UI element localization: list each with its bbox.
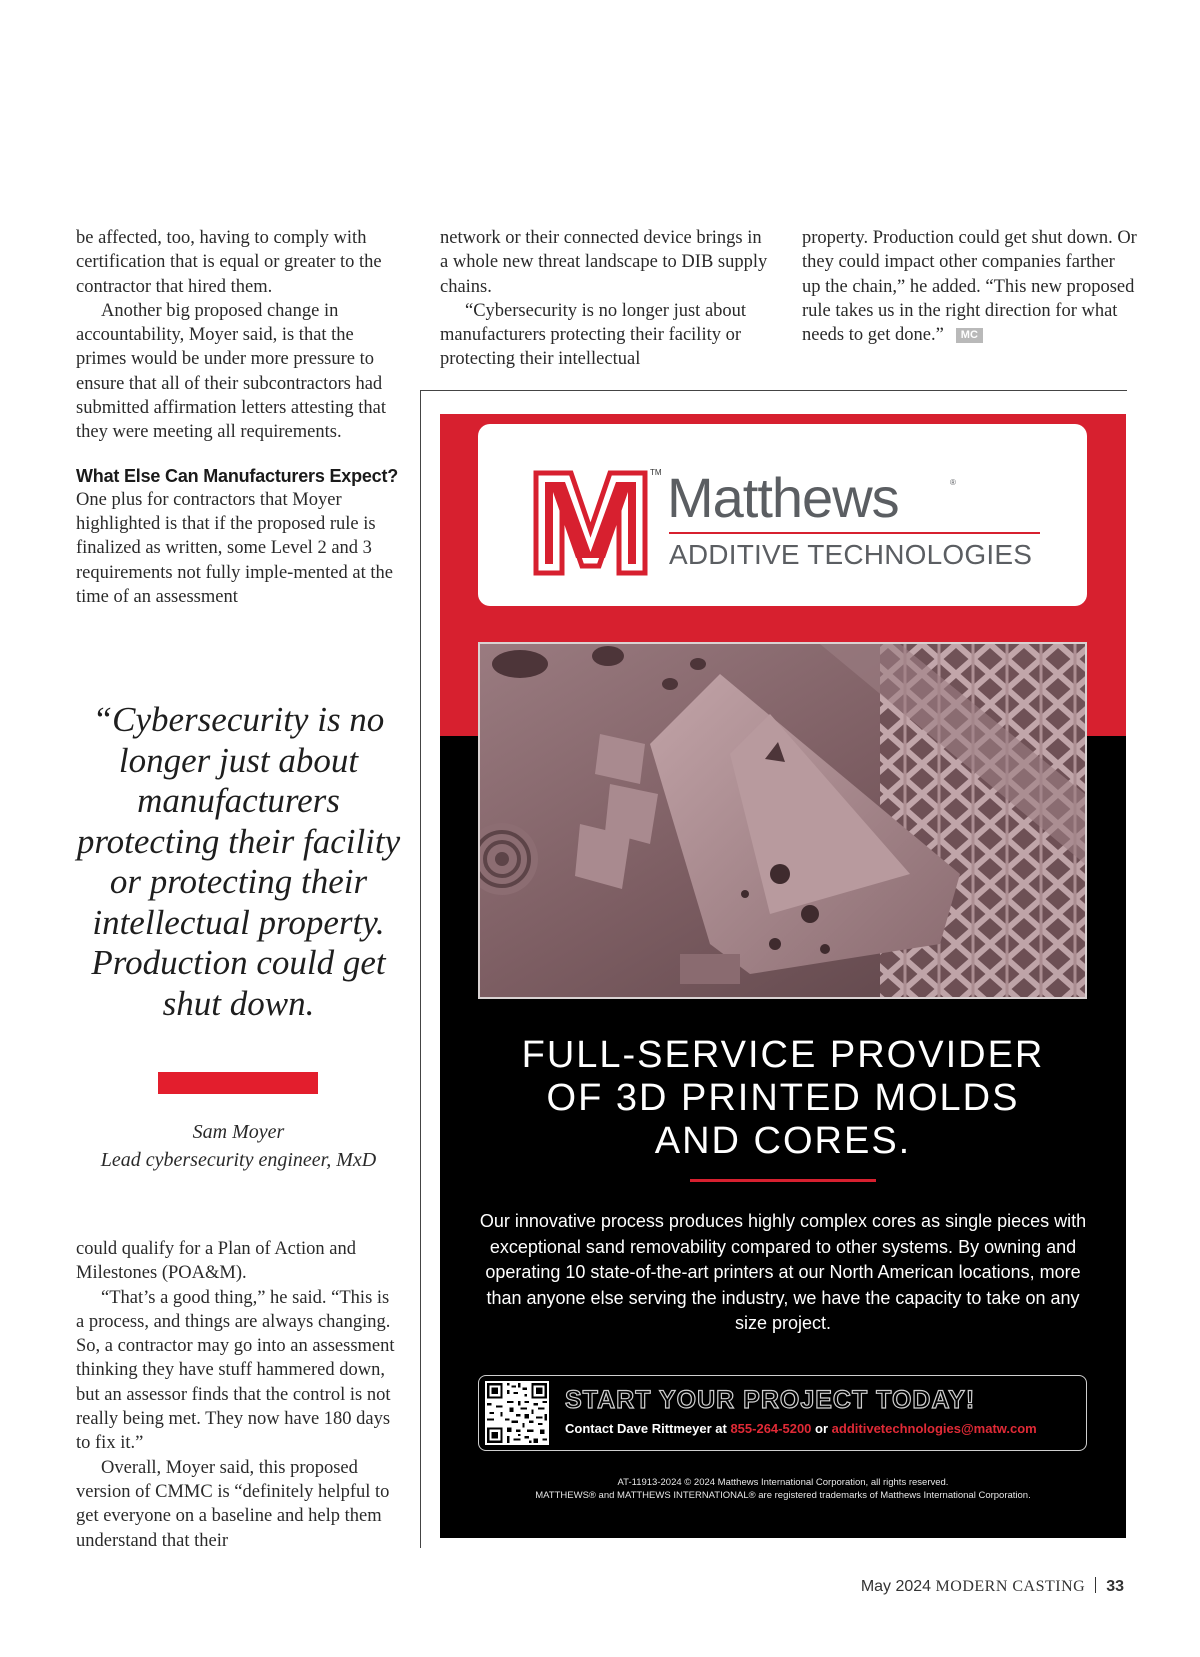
- article-paragraph: [802, 226, 1137, 347]
- headline-accent-bar: [690, 1179, 876, 1182]
- pull-quote: “Cybersecurity is no longer just about manufacturers protecting their facility or protecting their intellectual property. Production could get shut down.: [76, 700, 401, 1023]
- brand-name: Matthews: [667, 466, 899, 529]
- page-footer: [861, 1577, 1124, 1597]
- attribution-name: Sam Moyer: [192, 1121, 285, 1143]
- article-column-1-continued: [76, 1237, 401, 1553]
- end-of-article-badge: MC: [956, 328, 983, 343]
- attribution-title: Lead cybersecurity engineer, MxD: [100, 1149, 377, 1171]
- matthews-m-logo-icon: [533, 470, 648, 576]
- article-paragraph: “Cybersecurity is no longer just about manufacturers protecting their facility or protecting their intellectual: [440, 300, 747, 370]
- ad-frame-horizontal-rule: [420, 390, 1127, 391]
- qr-code-icon[interactable]: [485, 1381, 549, 1445]
- cta-email-link[interactable]: additivetechnologies@matw.com: [831, 1421, 1037, 1436]
- ad-headline-line: FULL-SERVICE PROVIDER: [521, 1034, 1045, 1076]
- article-paragraph: be affected, too, having to comply with certification that is equal or greater to the contractor that hired them.: [76, 228, 382, 297]
- brand-divider: [669, 532, 1040, 534]
- cta-contact: [565, 1420, 1037, 1438]
- article-paragraph: could qualify for a Plan of Action and Milestones (POA&M).: [76, 1239, 357, 1284]
- section-subhead: What Else Can Manufacturers Expect?: [76, 465, 399, 486]
- logo-panel: [478, 424, 1087, 606]
- article-paragraph: Overall, Moyer said, this proposed version of CMMC is “definitely helpful to get everyone on a baseline and help them understand that their: [76, 1457, 390, 1551]
- registered-mark: ®: [950, 478, 956, 487]
- issue-date: May 2024: [860, 1578, 932, 1595]
- sand-mold-illustration: [480, 644, 1085, 997]
- trademark-mark: TM: [650, 468, 662, 477]
- article-paragraph: One plus for contractors that Moyer highlighted is that if the proposed rule is finalized as written, some Level 2 and 3 requirements not fully imple-mented at the time of an assessment: [76, 489, 393, 607]
- cta-title: START YOUR PROJECT TODAY!: [565, 1386, 976, 1414]
- article-paragraph: “That’s a good thing,” he said. “This is a process, and things are always changing. So, a contractor may go into an assessment thinking they have stuff hammered down, but an assessor finds that the control is not really being met. They now have 180 days to fix it.”: [76, 1287, 395, 1454]
- ad-headline: [440, 1034, 1126, 1163]
- ad-fine-print: MATTHEWS® and MATTHEWS INTERNATIONAL® are registered trademarks of Matthews International Corporation.: [535, 1490, 1031, 1501]
- brand-subtitle: ADDITIVE TECHNOLOGIES: [669, 539, 1033, 570]
- ad-body-text: Our innovative process produces highly complex cores as single pieces with exceptional sand removability compared to other systems. By owning and operating 10 state-of-the-art printers at our North American locations, more than anyone else serving the industry, we have the capacity to take on any size project.: [479, 1211, 1087, 1333]
- cta-or: or: [815, 1421, 829, 1436]
- article-paragraph: network or their connected device brings in a whole new threat landscape to DIB supply chains.: [440, 228, 768, 297]
- page-number: 33: [1106, 1578, 1124, 1595]
- article-column-1: [76, 226, 401, 609]
- footer-separator: [1095, 1577, 1096, 1593]
- article-column-3: [802, 226, 1137, 347]
- cta-contact-prefix: Contact Dave Rittmeyer at: [565, 1421, 727, 1436]
- magazine-name: MODERN CASTING: [935, 1578, 1086, 1595]
- article-column-2: [440, 226, 770, 372]
- cta-phone-link[interactable]: 855-264-5200: [730, 1421, 812, 1436]
- matthews-advertisement: [440, 414, 1126, 1538]
- ad-headline-line: OF 3D PRINTED MOLDS: [546, 1077, 1020, 1119]
- article-paragraph: Another big proposed change in accountability, Moyer said, is that the primes would be under more pressure to ensure that all of their subcontractors had submitted affirmation letters attesting that they were meeting all requirements.: [76, 300, 386, 443]
- pull-quote-accent-bar: [158, 1072, 318, 1094]
- 3d-printed-sand-mold-photo: [478, 642, 1087, 999]
- article-text: property. Production could get shut down. Or they could impact other companies farther up the chain,” he added. “This new proposed rule takes us in the right direction for what needs to get done.”: [802, 228, 1137, 346]
- pull-quote-attribution: [76, 1118, 401, 1174]
- cta-box[interactable]: [478, 1375, 1087, 1451]
- ad-headline-line: AND CORES.: [654, 1120, 912, 1162]
- ad-fine-print: AT-11913-2024 © 2024 Matthews International Corporation, all rights reserved.: [617, 1477, 949, 1488]
- ad-frame-vertical-rule: [420, 390, 421, 1548]
